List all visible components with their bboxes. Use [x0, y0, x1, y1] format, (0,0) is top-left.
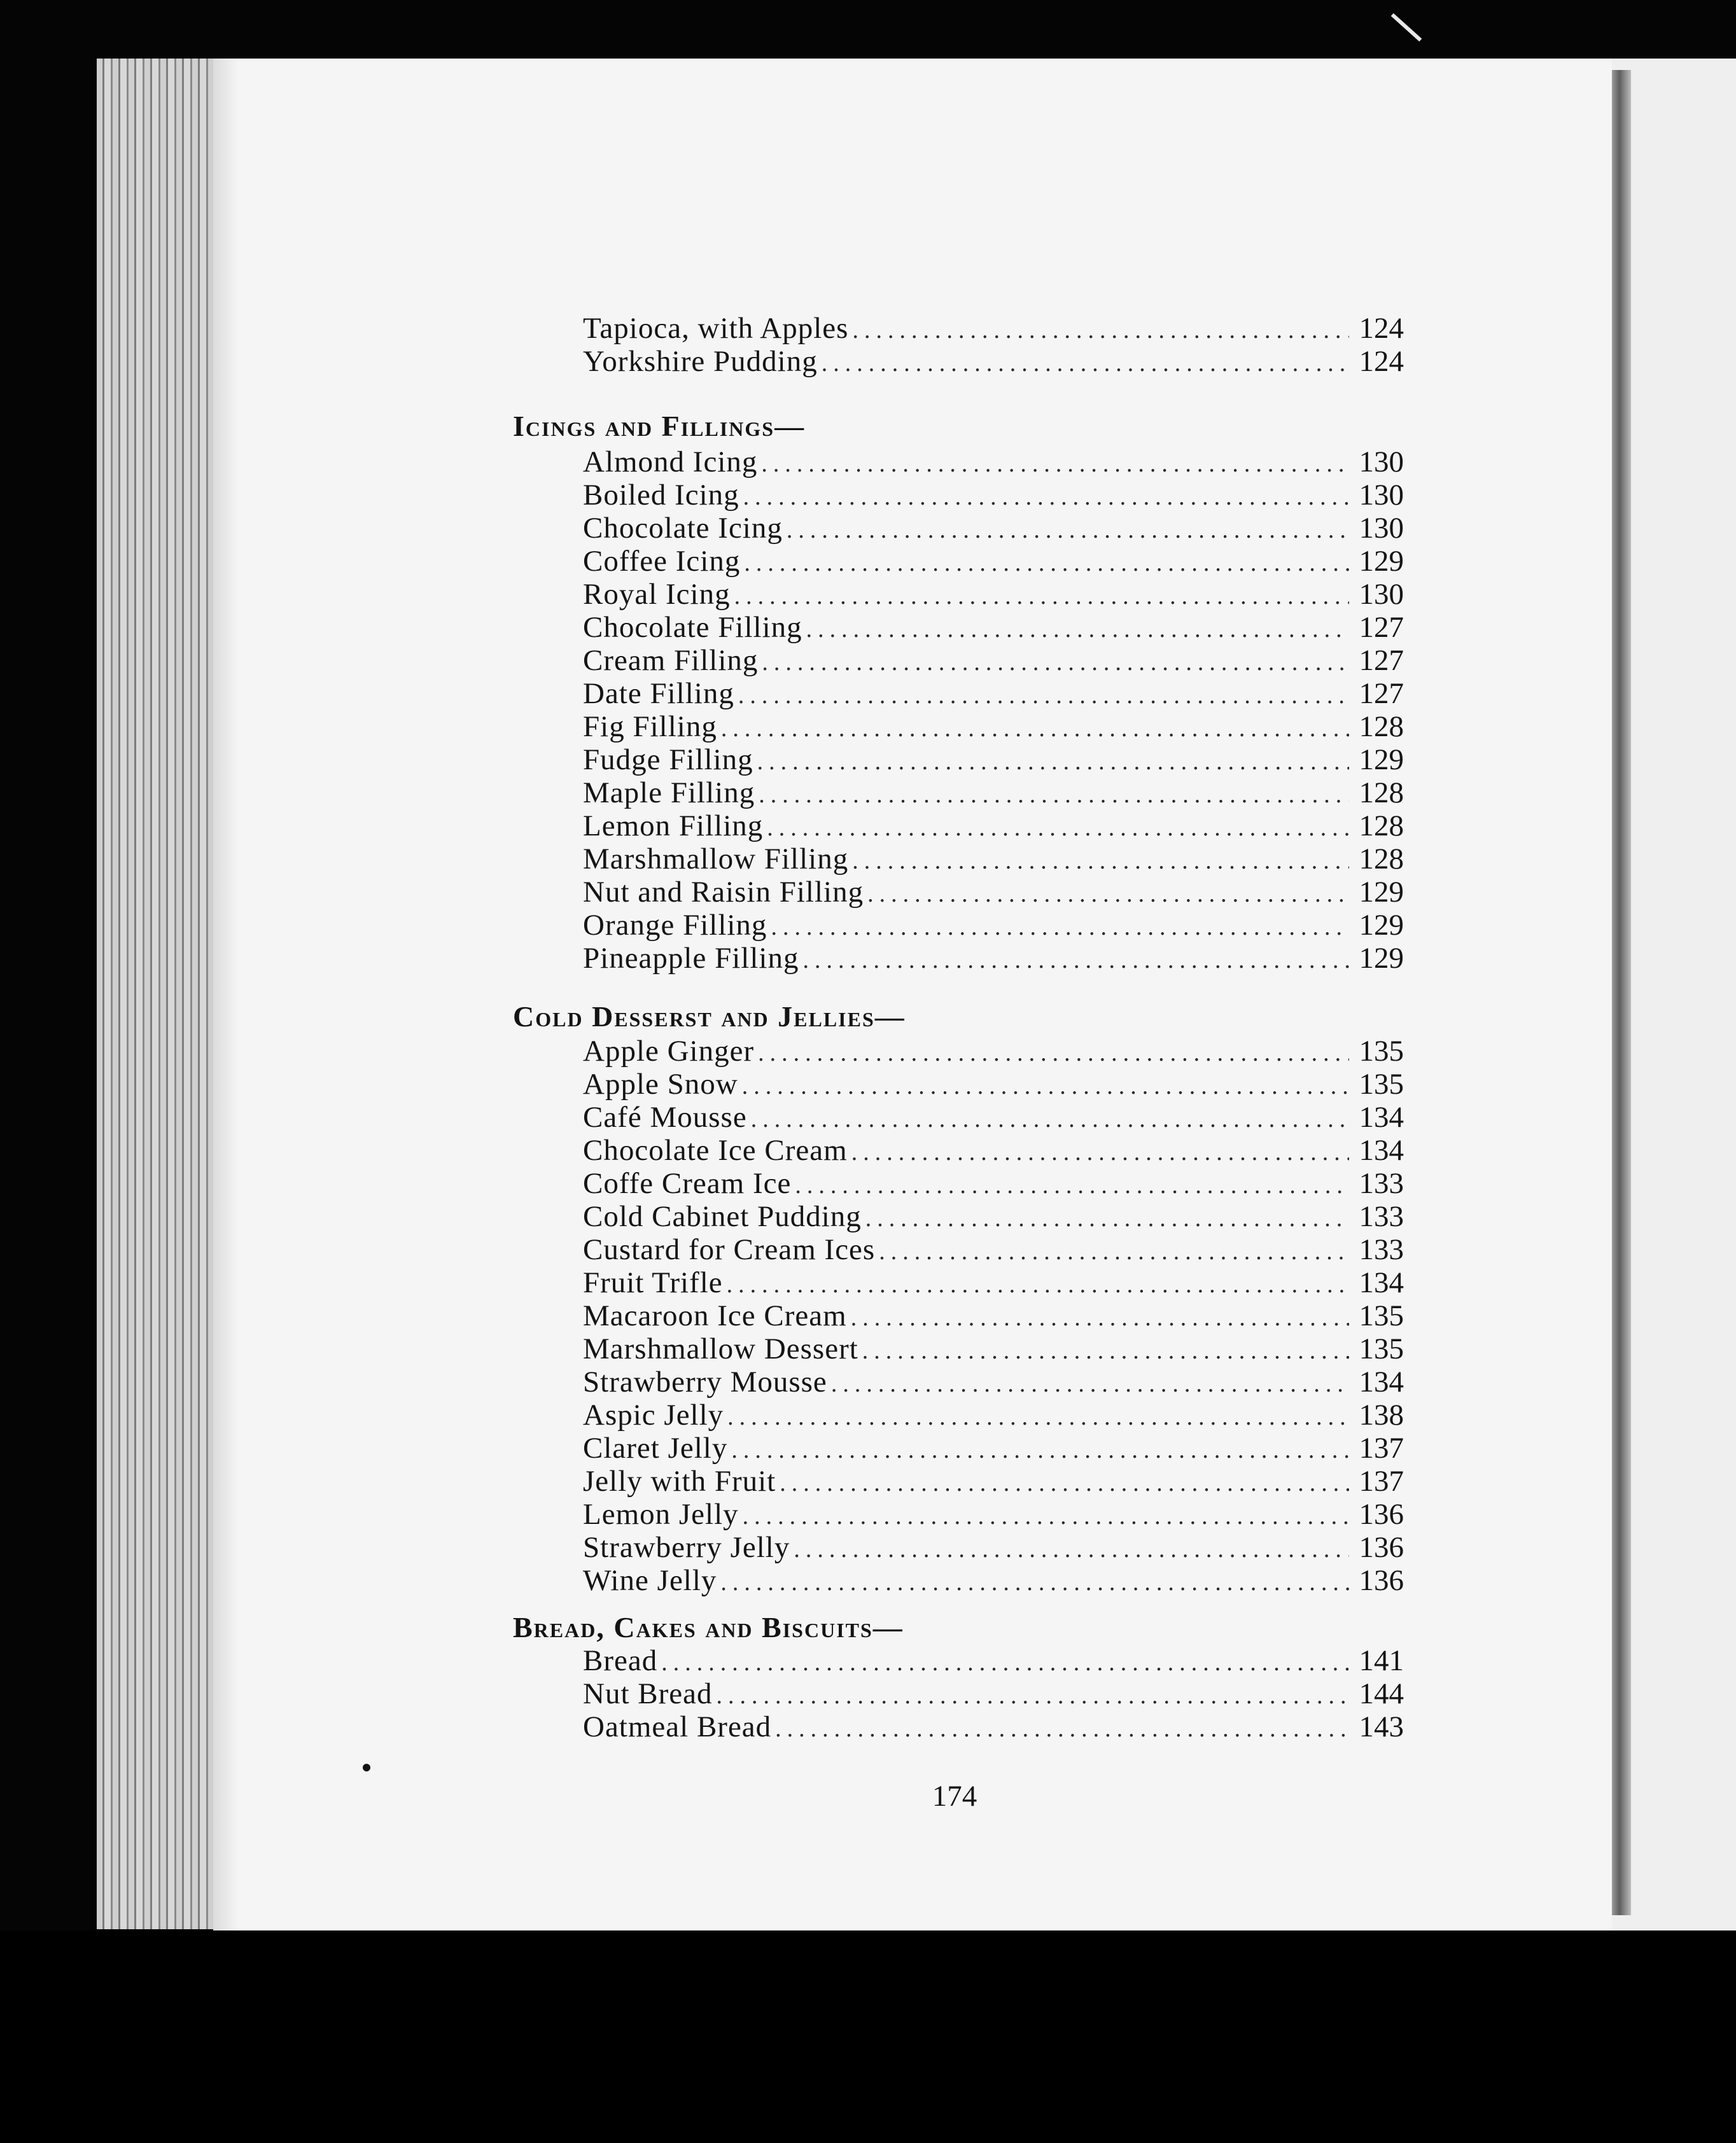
index-entry [583, 909, 1404, 942]
dot-leader [744, 547, 1349, 580]
scan-artifact [1391, 13, 1422, 42]
entry-page-number: 130 [1359, 445, 1404, 478]
dot-leader [743, 480, 1349, 513]
entry-label: Lemon Jelly [583, 1498, 739, 1531]
entry-page-number: 135 [1359, 1332, 1404, 1365]
index-entry [583, 1399, 1404, 1432]
dot-leader [794, 1533, 1349, 1566]
entry-page-number: 133 [1359, 1167, 1404, 1200]
dot-leader [879, 1235, 1349, 1268]
entry-page-number: 136 [1359, 1531, 1404, 1564]
page-stack-edges [97, 59, 224, 1929]
entry-label: Cream Filling [583, 644, 759, 677]
dot-leader [851, 1301, 1349, 1334]
entry-page-number: 141 [1359, 1644, 1404, 1677]
entry-page-number: 136 [1359, 1498, 1404, 1531]
dot-leader [771, 911, 1349, 944]
entry-page-number: 137 [1359, 1465, 1404, 1498]
dot-leader [761, 447, 1349, 480]
entry-label: Apple Ginger [583, 1035, 755, 1068]
entry-label: Tapioca, with Apples [583, 312, 849, 345]
index-entry [583, 1677, 1404, 1710]
index-entry [583, 1644, 1404, 1677]
index-entry [583, 644, 1404, 677]
entry-label: Strawberry Jelly [583, 1531, 790, 1564]
entry-label: Fruit Trifle [583, 1266, 723, 1299]
gutter-shadow [213, 59, 239, 1930]
dot-leader [759, 778, 1349, 811]
entry-page-number: 133 [1359, 1200, 1404, 1233]
dot-leader [851, 1136, 1349, 1169]
index-entry [583, 1134, 1404, 1167]
index-entry [583, 743, 1404, 776]
dot-leader [742, 1070, 1349, 1103]
index-entry [583, 545, 1404, 578]
index-entry [583, 512, 1404, 545]
entry-label: Coffee Icing [583, 545, 741, 578]
index-entry [583, 478, 1404, 512]
index-entry [583, 776, 1404, 809]
index-entry [583, 578, 1404, 611]
dot-leader [721, 712, 1349, 745]
index-entry [583, 1365, 1404, 1399]
index-entry [583, 1498, 1404, 1531]
entry-page-number: 135 [1359, 1299, 1404, 1332]
entry-page-number: 127 [1359, 677, 1404, 710]
entry-label: Bread [583, 1644, 658, 1677]
entry-label: Claret Jelly [583, 1432, 728, 1465]
index-entry [583, 1266, 1404, 1299]
section-heading: Icings and Fillings— [513, 410, 806, 442]
entry-label: Chocolate Ice Cream [583, 1134, 848, 1167]
index-entry [583, 1432, 1404, 1465]
entry-label: Pineapple Filling [583, 942, 799, 975]
entry-label: Chocolate Icing [583, 512, 783, 545]
entry-page-number: 136 [1359, 1564, 1404, 1597]
index-entry [583, 345, 1404, 378]
dot-leader [734, 580, 1349, 613]
index-entry [583, 1564, 1404, 1597]
entry-label: Royal Icing [583, 578, 731, 611]
entry-page-number: 143 [1359, 1710, 1404, 1743]
index-entry [583, 1710, 1404, 1743]
entry-label: Orange Filling [583, 909, 767, 942]
entry-page-number: 129 [1359, 876, 1404, 909]
dot-leader [795, 1169, 1349, 1202]
index-entry [583, 1465, 1404, 1498]
entry-label: Boiled Icing [583, 478, 739, 512]
dot-leader [862, 1334, 1349, 1367]
index-entry [583, 842, 1404, 876]
scan-background [0, 1930, 1736, 2143]
entry-label: Oatmeal Bread [583, 1710, 772, 1743]
entry-page-number: 134 [1359, 1101, 1404, 1134]
index-entry [583, 876, 1404, 909]
dot-leader [867, 877, 1349, 911]
entry-page-number: 134 [1359, 1365, 1404, 1399]
index-entry [583, 942, 1404, 975]
entry-page-number: 124 [1359, 312, 1404, 345]
dot-leader [661, 1646, 1349, 1679]
dot-leader [731, 1434, 1349, 1467]
index-entry [583, 1167, 1404, 1200]
entry-label: Jelly with Fruit [583, 1465, 776, 1498]
entry-label: Strawberry Mousse [583, 1365, 827, 1399]
entry-label: Cold Cabinet Pudding [583, 1200, 862, 1233]
dot-leader [716, 1679, 1349, 1712]
dot-leader [757, 745, 1349, 778]
entry-label: Lemon Filling [583, 809, 764, 842]
entry-label: Wine Jelly [583, 1564, 717, 1597]
entry-page-number: 127 [1359, 644, 1404, 677]
section-heading: Bread, Cakes and Biscuits— [513, 1611, 904, 1644]
entry-label: Marshmallow Dessert [583, 1332, 858, 1365]
entry-label: Fudge Filling [583, 743, 753, 776]
dot-leader [758, 1037, 1349, 1070]
index-entry [583, 1200, 1404, 1233]
entry-page-number: 129 [1359, 545, 1404, 578]
index-entry [583, 445, 1404, 478]
index-entry [583, 611, 1404, 644]
index-entry [583, 312, 1404, 345]
entry-label: Aspic Jelly [583, 1399, 724, 1432]
dot-leader [775, 1712, 1349, 1745]
entry-page-number: 135 [1359, 1035, 1404, 1068]
dot-leader [865, 1202, 1349, 1235]
dot-leader [727, 1400, 1349, 1434]
entry-label: Almond Icing [583, 445, 758, 478]
page-number: 174 [932, 1780, 977, 1813]
entry-label: Café Mousse [583, 1101, 747, 1134]
entry-label: Nut Bread [583, 1677, 713, 1710]
entry-page-number: 127 [1359, 611, 1404, 644]
entry-label: Marshmallow Filling [583, 842, 849, 876]
dot-leader [767, 811, 1349, 844]
index-entry [583, 677, 1404, 710]
entry-label: Yorkshire Pudding [583, 345, 818, 378]
dot-leader [762, 646, 1349, 679]
entry-page-number: 130 [1359, 578, 1404, 611]
index-entry [583, 1068, 1404, 1101]
entry-page-number: 130 [1359, 512, 1404, 545]
entry-page-number: 137 [1359, 1432, 1404, 1465]
entry-page-number: 134 [1359, 1266, 1404, 1299]
binding-seam [1612, 70, 1631, 1915]
entry-label: Macaroon Ice Cream [583, 1299, 847, 1332]
entry-page-number: 134 [1359, 1134, 1404, 1167]
entry-label: Maple Filling [583, 776, 755, 809]
dot-leader [787, 513, 1349, 547]
entry-page-number: 129 [1359, 743, 1404, 776]
dot-leader [802, 944, 1349, 977]
index-entry [583, 1233, 1404, 1266]
index-entry [583, 1035, 1404, 1068]
entry-page-number: 135 [1359, 1068, 1404, 1101]
entry-page-number: 128 [1359, 776, 1404, 809]
dot-leader [806, 613, 1349, 646]
entry-page-number: 129 [1359, 942, 1404, 975]
index-entry [583, 1332, 1404, 1365]
entry-page-number: 128 [1359, 842, 1404, 876]
entry-page-number: 138 [1359, 1399, 1404, 1432]
entry-label: Chocolate Filling [583, 611, 802, 644]
entry-page-number: 129 [1359, 909, 1404, 942]
dot-leader [822, 347, 1349, 380]
index-entry [583, 809, 1404, 842]
dot-leader [738, 679, 1349, 712]
index-entry [583, 710, 1404, 743]
entry-label: Date Filling [583, 677, 734, 710]
dot-leader [751, 1103, 1349, 1136]
entry-page-number: 124 [1359, 345, 1404, 378]
entry-page-number: 144 [1359, 1677, 1404, 1710]
entry-page-number: 128 [1359, 809, 1404, 842]
entry-label: Custard for Cream Ices [583, 1233, 876, 1266]
dot-leader [852, 844, 1349, 877]
dot-leader [720, 1566, 1349, 1599]
entry-page-number: 130 [1359, 478, 1404, 512]
entry-label: Coffe Cream Ice [583, 1167, 792, 1200]
index-entry [583, 1299, 1404, 1332]
dot-leader [852, 314, 1349, 347]
dot-leader [831, 1367, 1349, 1400]
index-entry [583, 1101, 1404, 1134]
entry-label: Nut and Raisin Filling [583, 876, 864, 909]
entry-page-number: 133 [1359, 1233, 1404, 1266]
dot-leader [780, 1467, 1349, 1500]
dot-leader [727, 1268, 1349, 1301]
ink-speck [363, 1764, 370, 1771]
entry-page-number: 128 [1359, 710, 1404, 743]
entry-label: Apple Snow [583, 1068, 738, 1101]
dot-leader [743, 1500, 1349, 1533]
section-heading: Cold Desserst and Jellies— [513, 1000, 906, 1033]
entry-label: Fig Filling [583, 710, 717, 743]
index-entry [583, 1531, 1404, 1564]
